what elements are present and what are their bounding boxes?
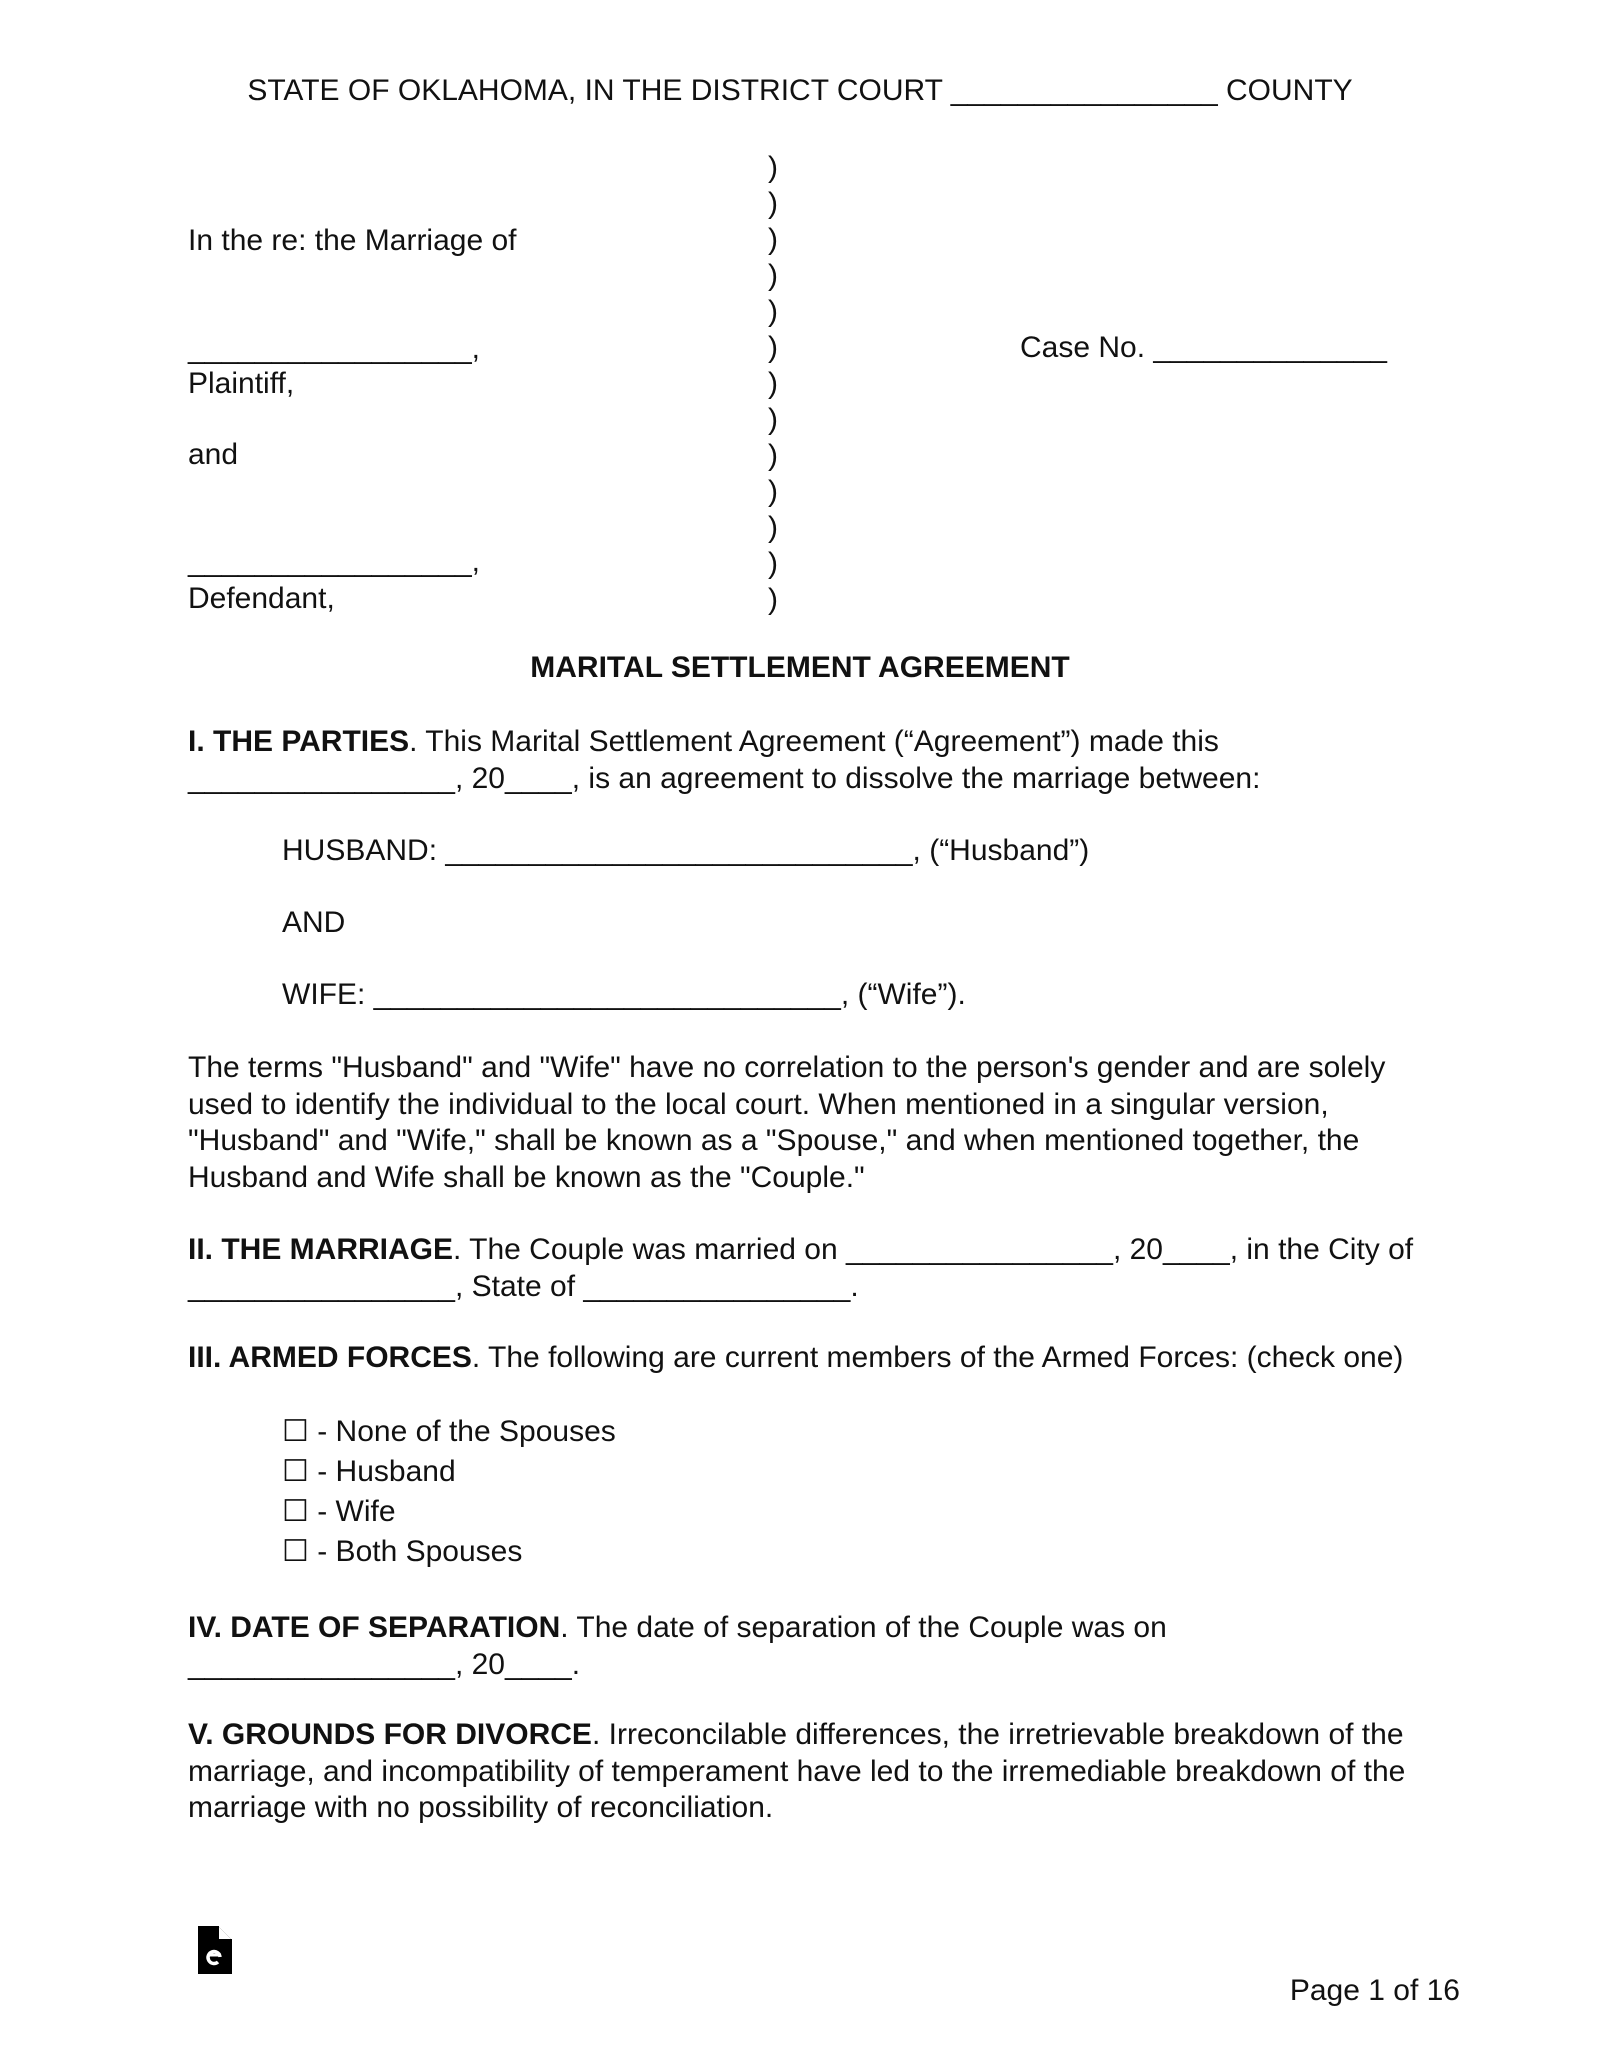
caption-parenthesis-column (768, 150, 788, 618)
section-text: . This Marital Settlement Agreement (“Agreement”) made this ________________, 20____, is an agreement to dissolve the marriage between: (188, 725, 1261, 795)
caption-paren: ) (768, 259, 778, 292)
case-number: Case No. ______________ (1020, 331, 1387, 364)
section-armed-forces (188, 1340, 1428, 1377)
defendant-label: Defendant, (188, 582, 335, 615)
section-parties (188, 724, 1428, 797)
defendant-name-blank: _________________, (188, 545, 480, 578)
plaintiff-name-blank: _________________, (188, 332, 480, 365)
page-number: Page 1 of 16 (1289, 1974, 1460, 2007)
caption-paren: ) (768, 223, 778, 256)
plaintiff-label: Plaintiff, (188, 367, 295, 400)
section-grounds (188, 1717, 1428, 1827)
and-label: and (188, 438, 239, 471)
terms-paragraph: The terms "Husband" and "Wife" have no correlation to the person's gender and are solely used to identify the individual to the local court. When mentioned in a singular version, "Husband" and "Wife," shall be known as a "Spouse," and when mentioned together, the Husband and Wife shall be known as the "Couple." (188, 1051, 1386, 1194)
checkbox-option-none[interactable]: ☐ - None of the Spouses (282, 1415, 616, 1448)
checkbox-option-both[interactable]: ☐ - Both Spouses (282, 1535, 523, 1568)
section-heading: V. GROUNDS FOR DIVORCE (188, 1718, 592, 1751)
section-heading: III. ARMED FORCES (188, 1341, 472, 1374)
section-heading: IV. DATE OF SEPARATION (188, 1611, 561, 1644)
caption-paren: ) (768, 439, 778, 472)
document-title: MARITAL SETTLEMENT AGREEMENT (530, 651, 1070, 684)
wife-line: WIFE: ____________________________, (“Wife”). (282, 978, 966, 1011)
caption-paren: ) (768, 151, 778, 184)
section-separation (188, 1610, 1428, 1683)
section-text: . The following are current members of the Armed Forces: (check one) (471, 1341, 1404, 1374)
checkbox-option-wife[interactable]: ☐ - Wife (282, 1495, 396, 1528)
caption-paren: ) (768, 367, 778, 400)
and-line: AND (282, 906, 346, 939)
section-text: . The date of separation of the Couple was on ________________, 20____. (188, 1611, 1167, 1681)
caption-paren: ) (768, 331, 778, 364)
caption-paren: ) (768, 295, 778, 328)
caption-paren: ) (768, 511, 778, 544)
section-marriage (188, 1232, 1428, 1305)
caption-paren: ) (768, 187, 778, 220)
marriage-of-label: In the re: the Marriage of (188, 224, 517, 257)
caption-paren: ) (768, 403, 778, 436)
section-text: . The Couple was married on ________________, 20____, in the City of ________________, State of ________________. (188, 1233, 1414, 1303)
husband-line: HUSBAND: ____________________________, (“Husband”) (282, 834, 1090, 867)
section-text: . Irreconcilable differences, the irretrievable breakdown of the marriage, and incompatibility of temperament have led to the irremediable breakdown of the marriage with no possibility of reconciliation. (188, 1718, 1406, 1824)
document-e-logo-icon (196, 1924, 234, 1976)
caption-paren: ) (768, 583, 778, 616)
section-heading: I. THE PARTIES (188, 725, 410, 758)
court-header: STATE OF OKLAHOMA, IN THE DISTRICT COURT ________________ COUNTY (247, 74, 1353, 107)
checkbox-option-husband[interactable]: ☐ - Husband (282, 1455, 456, 1488)
section-heading: II. THE MARRIAGE (188, 1233, 454, 1266)
caption-paren: ) (768, 475, 778, 508)
caption-paren: ) (768, 547, 778, 580)
